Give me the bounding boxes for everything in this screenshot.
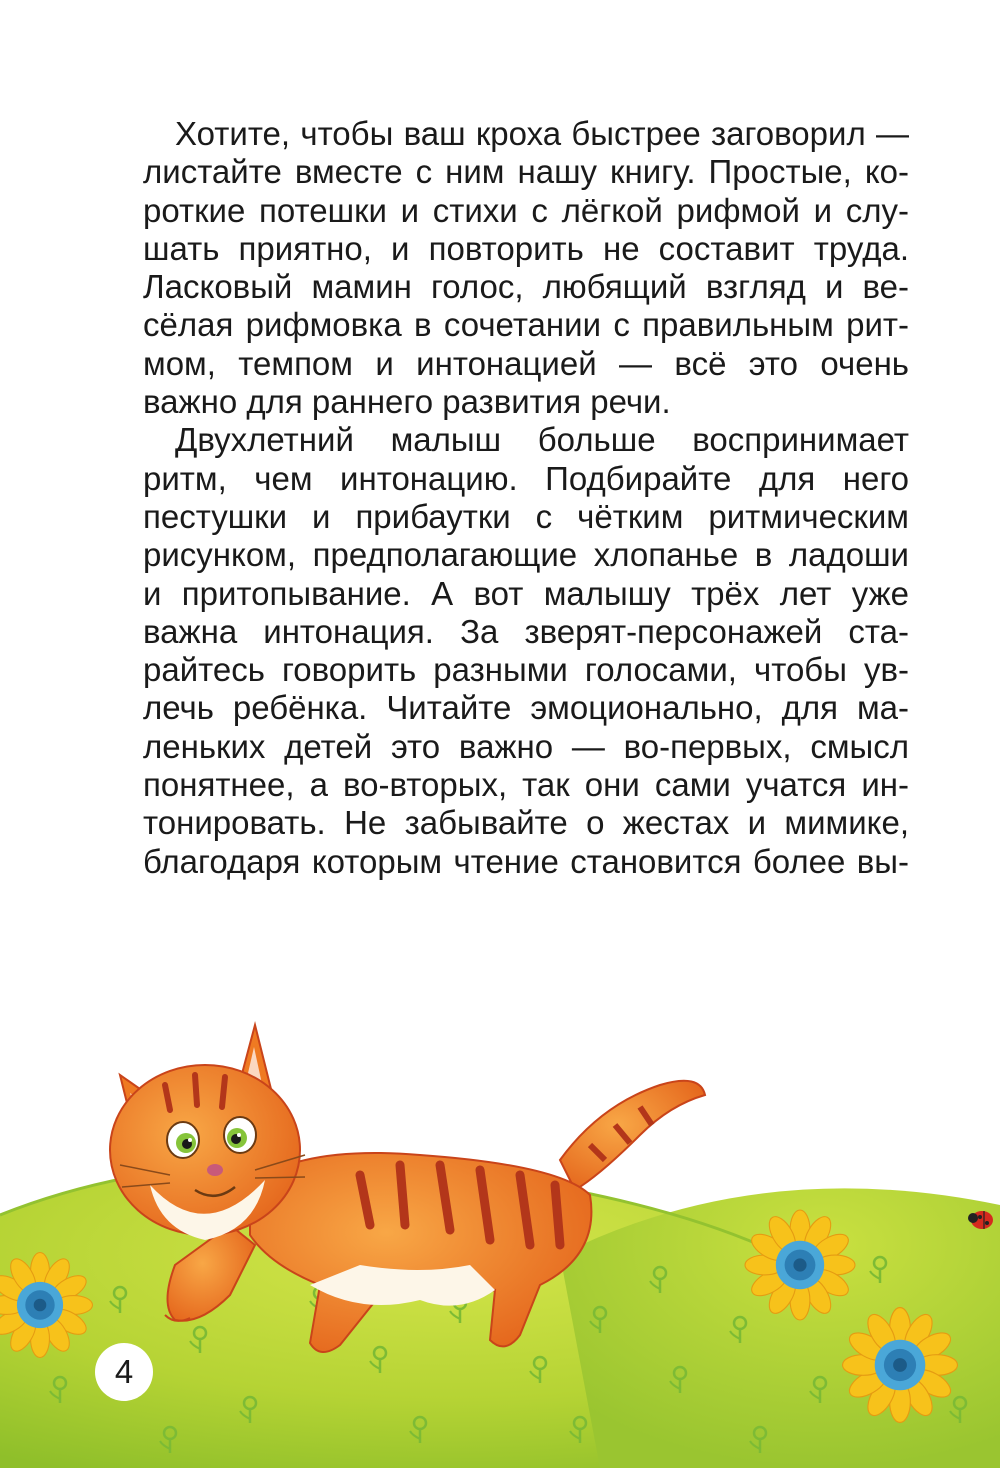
text-line: Хотите, чтобы ваш кроха быстрее заговорил — — [175, 115, 909, 152]
text-line: Двухлетний малыш больше воспринимает — [175, 421, 909, 459]
text-line: леньких детей это важно — во-первых, смысл — [143, 727, 909, 765]
meadow-illustration — [0, 1015, 1000, 1468]
text-line: пестушки и прибаутки с чётким ритмическим — [143, 497, 909, 535]
page-number: 4 — [95, 1343, 153, 1401]
text-line: ритм, чем интонацию. Подбирайте для него — [143, 459, 909, 497]
text-line: и притопывание. А вот малышу трёх лет уже — [143, 574, 909, 612]
text-line: благодаря которым чтение становится более вы- — [143, 842, 909, 880]
text-line: лечь ребёнка. Читайте эмоционально, для ма- — [143, 689, 909, 727]
text-line: райтесь говорить разными голосами, чтобы ув- — [143, 651, 909, 689]
paragraph-2 — [143, 421, 909, 881]
text-line: тонировать. Не забывайте о жестах и мимике, — [143, 804, 909, 842]
text-line: рисунком, предполагающие хлопанье в ладоши — [143, 536, 909, 574]
text-line: понятнее, а во-вторых, так они сами учатся ин- — [143, 766, 909, 804]
text-line: листайте вместе с ним нашу книгу. Простые, ко- — [143, 153, 909, 191]
body-text — [143, 115, 909, 881]
text-line: сёлая рифмовка в сочетании с правильным рит- — [143, 306, 909, 344]
text-line: шать приятно, и повторить не составит труда. — [143, 229, 909, 267]
text-line: мом, темпом и интонацией — всё это очень — [143, 344, 909, 382]
text-line: роткие потешки и стихи с лёгкой рифмой и слу- — [143, 191, 909, 229]
text-line: важна интонация. За зверят-персонажей ста- — [143, 612, 909, 650]
text-line: Ласковый мамин голос, любящий взгляд и ве- — [143, 268, 909, 306]
paragraph-1 — [143, 115, 909, 421]
text-line: важно для раннего развития речи. — [143, 383, 671, 421]
